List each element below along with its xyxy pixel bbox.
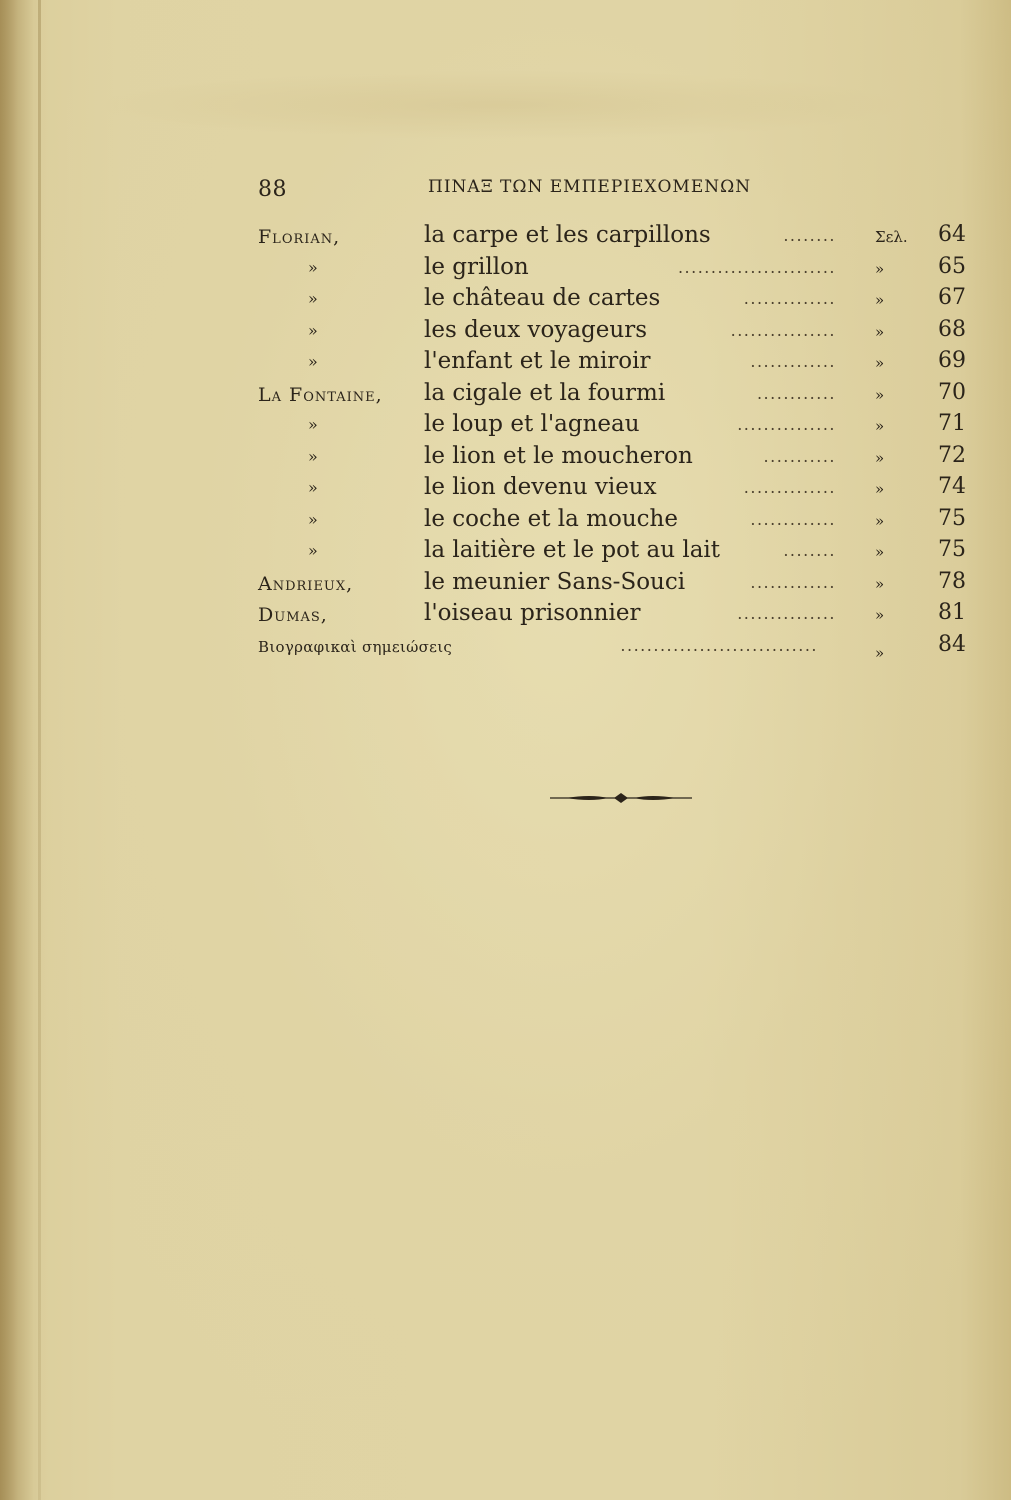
toc-entry-bio — [258, 632, 968, 664]
toc-entry — [258, 317, 968, 349]
dot-leader: ........... — [763, 446, 836, 466]
entry-title: le lion et le moucheron — [424, 442, 693, 469]
dot-leader: .............. — [743, 289, 836, 308]
entry-page-number: 64 — [938, 222, 966, 247]
entry-title: le loup et l'agneau — [424, 411, 640, 437]
author-name: Dumas, — [258, 604, 328, 626]
entry-page-number: 69 — [938, 348, 966, 373]
entry-title: la laitière et le pot au lait — [424, 537, 721, 563]
entry-page-number: 84 — [938, 631, 966, 657]
toc-entry — [258, 222, 968, 254]
page-mark: » — [875, 354, 885, 372]
page-mark: » — [875, 574, 885, 593]
entry-title: le grillon — [424, 253, 529, 280]
page-mark: » — [875, 480, 885, 498]
toc-entry — [258, 285, 968, 317]
ditto-mark: » — [308, 478, 319, 497]
page-mark: » — [875, 448, 885, 467]
dot-leader: ........................ — [677, 257, 836, 277]
ditto-mark: » — [308, 446, 319, 466]
dot-leader: ............... — [737, 415, 836, 434]
entry-page-number: 70 — [938, 379, 966, 405]
page-mark: » — [875, 291, 885, 309]
dot-leader: ............... — [737, 604, 836, 623]
author-name: Florian, — [258, 226, 341, 248]
dot-leader: ............ — [756, 383, 836, 403]
ditto-mark: » — [308, 509, 319, 529]
running-title: ΠΙΝΑΞ ΤΩΝ ΕΜΠΕΡΙΕΧΟΜΕΝΩΝ — [428, 177, 752, 197]
ditto-mark: » — [308, 541, 319, 560]
dot-leader: .............. — [743, 478, 836, 497]
page-mark: Σελ. — [875, 228, 908, 246]
toc-entry — [258, 474, 968, 506]
entry-title: le meunier Sans-Souci — [424, 568, 686, 595]
entry-page-number: 74 — [938, 474, 966, 499]
dot-leader: ............. — [750, 509, 836, 529]
dot-leader: ........ — [783, 226, 836, 245]
toc-entry — [258, 569, 968, 601]
entry-title: la carpe et les carpillons — [424, 222, 711, 248]
page-mark: » — [875, 385, 885, 404]
dot-leader: .............................. — [620, 635, 818, 655]
entry-page-number: 67 — [938, 285, 966, 310]
entry-page-number: 81 — [938, 600, 966, 625]
entry-title: l'enfant et le miroir — [424, 348, 651, 374]
dot-leader: ............. — [750, 352, 836, 371]
toc-entry — [258, 411, 968, 443]
toc-entry — [258, 254, 968, 286]
entry-page-number: 71 — [938, 411, 966, 436]
entry-title: le château de cartes — [424, 285, 661, 311]
entry-title: le coche et la mouche — [424, 505, 678, 532]
entry-page-number: 75 — [938, 537, 966, 562]
toc-entry — [258, 600, 968, 632]
dot-leader: ........ — [783, 541, 836, 560]
toc-entry — [258, 380, 968, 412]
dot-leader: ................ — [730, 320, 836, 340]
paper-stain — [90, 70, 910, 140]
page-mark: » — [875, 643, 885, 662]
table-of-contents — [258, 222, 968, 663]
page-mark: » — [875, 259, 885, 278]
dot-leader: ............. — [750, 572, 836, 592]
page-mark: » — [875, 511, 885, 530]
bio-notes-label: Βιογραφικαὶ σημειώσεις — [258, 637, 453, 656]
page-header — [258, 175, 818, 203]
toc-entry — [258, 443, 968, 475]
page-mark: » — [875, 322, 885, 341]
toc-entry — [258, 537, 968, 569]
entry-page-number: 75 — [938, 505, 966, 531]
ditto-mark: » — [308, 257, 319, 277]
entry-page-number: 78 — [938, 568, 966, 594]
page-mark: » — [875, 417, 885, 435]
ditto-mark: » — [308, 352, 319, 371]
ditto-mark: » — [308, 289, 319, 308]
entry-title: le lion devenu vieux — [424, 474, 657, 500]
page-mark: » — [875, 543, 885, 561]
entry-page-number: 65 — [938, 253, 966, 279]
entry-title: l'oiseau prisonnier — [424, 600, 641, 626]
entry-page-number: 72 — [938, 442, 966, 468]
author-name: Andrieux, — [258, 572, 354, 595]
author-name: La Fontaine, — [258, 383, 383, 406]
ditto-mark: » — [308, 320, 319, 340]
page-number: 88 — [258, 177, 287, 202]
entry-page-number: 68 — [938, 316, 966, 342]
page-crease — [38, 0, 41, 1500]
entry-title: la cigale et la fourmi — [424, 379, 666, 406]
ornament-divider — [546, 790, 696, 806]
toc-entry — [258, 506, 968, 538]
toc-entry — [258, 348, 968, 380]
entry-title: les deux voyageurs — [424, 316, 648, 343]
page-mark: » — [875, 606, 885, 624]
ditto-mark: » — [308, 415, 319, 434]
